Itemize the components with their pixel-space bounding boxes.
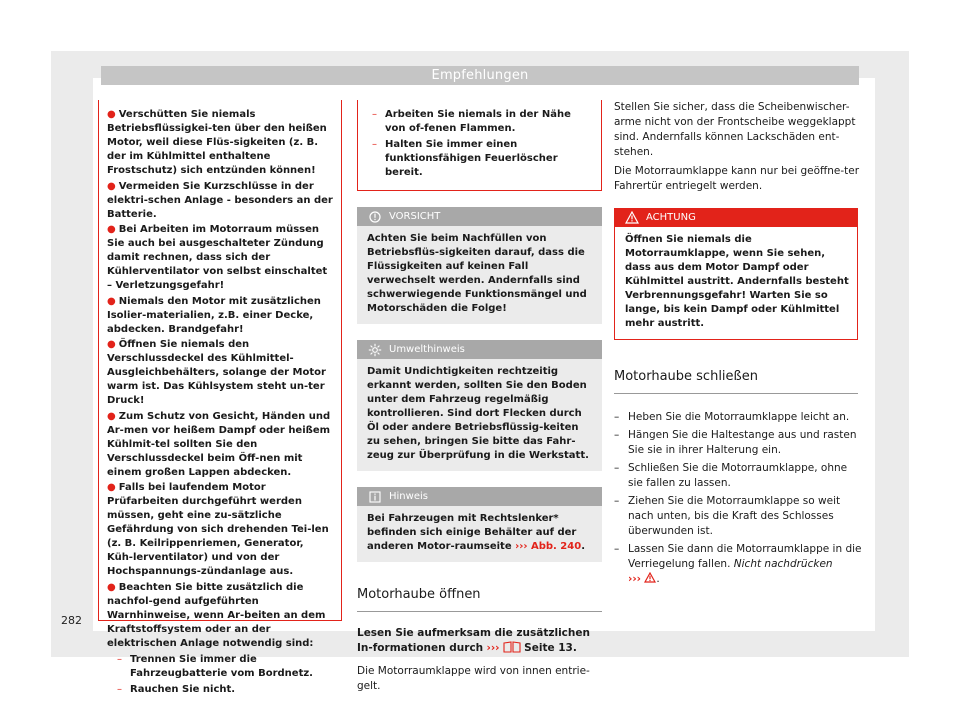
paragraph: Die Motorraumklappe wird von innen entrie-gelt. (357, 664, 590, 692)
warning-item: ● Bei Arbeiten im Motorraum müssen Sie auch bei ausgeschalteter Zündung damit rechnen, dass sich der Kühlerventilator von selbst einschaltet – Verletzungsgefahr! (107, 224, 328, 291)
warning-box-end (357, 100, 602, 191)
achtung-text: Öffnen Sie niemals die Motorraumklappe, wenn Sie sehen, dass aus dem Motor Dampf oder Kühlmittel austritt. Andernfalls besteht Verbrennungsgefahr! Warten Sie so lange, bis kein Dampf oder Kühlmittel mehr austritt. (614, 227, 858, 340)
warning-item: ● Niemals den Motor mit zusätzlichen Isolier-materialien, z.B. einer Decke, abdecken. Brandgefahr! (107, 295, 321, 335)
section-title-schliessen: Motorhaube schließen (614, 370, 858, 394)
warning-item: ● Falls bei laufendem Motor Prüfarbeiten durchgeführt werden müssen, geht eine zu-sätzliche Gefährdung von sich drehenden Tei-len (z. B. Keilrippenriemen, Generator, Küh-lerventilator) und von der Hochspannungs-zündanlage aus. (107, 482, 329, 577)
umwelt-box (357, 340, 602, 471)
hinweis-text: Bei Fahrzeugen mit Rechtslenker* befinden sich einige Behälter auf der anderen Motor-raumseite ››› Abb. 240. (357, 506, 602, 562)
step-item: – Lassen Sie dann die Motorraumklappe in die Verriegelung fallen. Nicht nachdrücken ››› . (614, 542, 864, 588)
hinweis-header: Hinweis (357, 487, 602, 506)
hinweis-box (357, 487, 602, 562)
steps-list (614, 410, 864, 588)
section-title-oeffnen: Motorhaube öffnen (357, 588, 602, 612)
caution-circle-icon (367, 209, 383, 225)
warning-item: ● Beachten Sie bitte zusätzlich die nachfol-gend aufgeführten Warnhinweise, wenn Ar-beiten an dem Kraftstoffsystem oder an der elektrischen Anlage notwendig sind: – Trennen Sie immer die Fahrzeugbatterie vom Bordnetz. – Rauchen Sie nicht. (107, 581, 333, 697)
warning-sublist (117, 653, 333, 697)
warning-item: ● Zum Schutz von Gesicht, Händen und Ar-men vor heißem Dampf oder heißem Kühlmit-tel sollten Sie den Verschlussdeckel beim Öff-nen mit einem großen Lappen abdecken. (107, 410, 331, 478)
column-left (98, 100, 342, 695)
vorsicht-box (357, 207, 602, 324)
warning-list (107, 108, 333, 697)
intro-paragraph: Lesen Sie aufmerksam die zusätzlichen In-formationen durch ››› Seite 13. (357, 626, 602, 658)
warning-subitem: – Trennen Sie immer die Fahrzeugbatterie vom Bordnetz. (117, 653, 313, 679)
warning-subitem: – Halten Sie immer einen funktionsfähigen Feuerlöscher bereit. (372, 139, 558, 178)
warning-item: ● Vermeiden Sie Kurzschlüsse in der elektri-schen Anlage - besonders an der Batterie. (107, 180, 333, 220)
info-icon (367, 489, 383, 505)
achtung-box (614, 208, 858, 340)
figure-link[interactable]: Abb. 240 (530, 541, 582, 552)
step-item: – Schließen Sie die Motorraumklappe, ohne sie fallen zu lassen. (614, 461, 848, 489)
page-number: 282 (61, 614, 82, 627)
achtung-header: ACHTUNG (614, 208, 858, 227)
book-icon (503, 641, 521, 658)
warning-subitem: – Rauchen Sie nicht. (117, 683, 236, 695)
column-middle (357, 100, 602, 694)
step-item: – Ziehen Sie die Motorraumklappe so weit nach unten, bis die Kraft des Schlosses überwunden ist. (614, 494, 841, 537)
vorsicht-text: Achten Sie beim Nachfüllen von Betriebsflüs-sigkeiten darauf, dass die Flüssigkeiten auf keinen Fall verwechselt werden. Andernfalls sind schwerwiegende Funktionsmängel und Motorschäden die Folge! (357, 226, 602, 324)
warning-triangle-icon (624, 210, 640, 226)
page-link[interactable]: Seite 13. (524, 641, 577, 654)
step-item: – Hängen Sie die Haltestange aus und rasten Sie sie in ihrer Halterung ein. (614, 428, 857, 456)
paragraph: Die Motorraumklappe kann nur bei geöffne-ter Fahrertür entriegelt werden. (614, 165, 860, 192)
umwelt-text: Damit Undichtigkeiten rechtzeitig erkannt werden, sollten Sie den Boden unter dem Fahrzeug regelmäßig kontrollieren. Sind dort Flecken durch Öl oder andere Betriebsflüssig-keiten zu sehen, bringen Sie bitte das Fahr-zeug zur Überprüfung in die Werkstatt. (357, 359, 602, 471)
warning-item: ● Verschütten Sie niemals Betriebsflüssigkei-ten über den heißen Motor, weil diese Flüs-sigkeiten (z. B. der im Kühlmittel enthaltene Frostschutz) sich entzünden können! (107, 109, 327, 176)
umwelt-header: Umwelthinweis (357, 340, 602, 359)
step-item: – Heben Sie die Motorraumklappe leicht an. (614, 410, 850, 423)
column-right (614, 100, 864, 591)
warning-triangle-icon (644, 572, 656, 588)
page-header: Empfehlungen (101, 66, 859, 85)
paragraph: Stellen Sie sicher, dass die Scheibenwischer-arme nicht von der Frontscheibe weggeklappt sind. Andernfalls können Lackschäden ent-stehen. (614, 101, 856, 158)
vorsicht-header: VORSICHT (357, 207, 602, 226)
warning-sublist-continued (372, 108, 593, 180)
warning-box-continued (98, 100, 342, 695)
warning-subitem: – Arbeiten Sie niemals in der Nähe von of-fenen Flammen. (372, 109, 571, 134)
warning-item: ● Öffnen Sie niemals den Verschlussdeckel des Kühlmittel-Ausgleichbehälters, solange der Motor warm ist. Das Kühlsystem steht un-ter Druck! (107, 339, 326, 406)
environment-icon (367, 342, 383, 358)
